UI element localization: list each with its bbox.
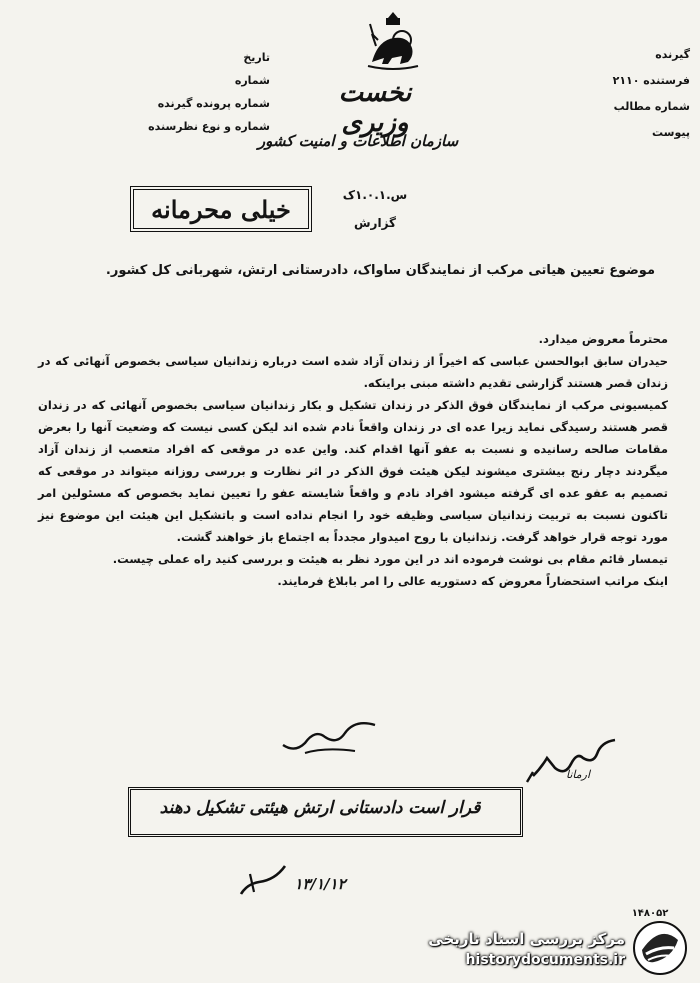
watermark-url: historydocuments.ir bbox=[465, 952, 625, 968]
body-paragraph: تیمسار قائم مقام بی نوشت فرموده اند در این مورد نظر به هیئت و بررسی کنید راه عملی چیست. bbox=[112, 552, 668, 566]
header-left-fields bbox=[140, 48, 270, 140]
department-name: سازمان اطلاعات و امنیت کشور bbox=[257, 132, 459, 150]
date-field-label: تاریخ bbox=[243, 51, 270, 64]
attachment-field-label: پیوست bbox=[652, 126, 690, 139]
watermark-name: مرکز بررسی اسناد تاریخی bbox=[428, 930, 625, 948]
number-field-label: شماره bbox=[234, 74, 270, 87]
body-paragraph: حیدران سابق ابوالحسن عباسی که اخیراً از زندان آزاد شده است درباره زندانیان سیاسی بخصوص آنهائی که در زندان قصر هستند گزارشی تقدیم داشته مبنی براینکه. bbox=[38, 354, 668, 390]
header-right-fields bbox=[575, 48, 690, 152]
sender-field-label: فرستنده ۲۱۱۰ bbox=[612, 74, 690, 87]
body-paragraph: کمیسیونی مرکب از نمایندگان فوق الذکر در زندان تشکیل و بکار زندانیان سیاسی بخصوص آنهائی که در زندان قصر هستند رسیدگی نماید زیرا عده ای در زندان واقعاً نادم شده اند لیکن کسی نیست که وضعیت آنها را بعرض مقامات صالحه رسانیده و نسبت به عفو آنها اقدام کند. واین عده در موقعی که افراد متعصب از زندان آزاد میگردند دچار رنج بیشتری میشوند لیکن هیئت فوق الذکر در اثر نظارت و بررسی روزانه میتواند در موقعی که تصمیم به عفو عده ای گرفته میشود افراد نادم و واقعاً شایسته عفو را تعیین نماید بخصوص که مسئولین امر تاکنون نسبت به تربیت زندانیان سیاسی وظیفه خود را انجام نداده است و باتشکیل این هیئت این موضوع نیز مورد توجه قرار خواهد گرفت. زندانیان با روح امیدوار مجدداً به اجتماع باز خواهند گشت. bbox=[38, 398, 668, 544]
subject-line: موضوع تعیین هیاتی مرکب از نمایندگان ساواک، دادرستانی ارتش، شهربانی کل کشور. bbox=[105, 263, 655, 278]
watermark-logo-icon bbox=[632, 920, 688, 976]
page-code: ۱۴۸۰۵۲ bbox=[631, 908, 669, 919]
closing-paragraph: اینک مراتب استحضاراً معروض که دستوریه عالی را امر بابلاغ فرمایند. bbox=[277, 574, 668, 588]
subject-number-label: شماره مطالب bbox=[613, 100, 690, 113]
recipient-field-label: گیرنده bbox=[655, 48, 690, 61]
handwritten-note: قرار است دادستانی ارتش هیئتی تشکیل دهند bbox=[159, 798, 481, 818]
organization-name: نخست وزیری bbox=[338, 78, 412, 138]
lion-sun-emblem-icon bbox=[362, 10, 424, 72]
salutation: محترماً معروض میدارد. bbox=[538, 332, 668, 346]
letter-body bbox=[38, 328, 668, 592]
document-reference: س.۱.۰.۱ک bbox=[342, 188, 408, 202]
classification-stamp: خیلی محرمانه bbox=[130, 186, 312, 232]
recipient-file-number-label: شماره پرونده گیرنده bbox=[157, 97, 270, 110]
report-label: گزارش bbox=[353, 216, 397, 230]
handwritten-scrawl bbox=[230, 860, 290, 900]
handwritten-date: ۱۳/۱/۱۲ bbox=[294, 875, 346, 893]
handwritten-signature bbox=[275, 715, 385, 760]
sender-number-label: شماره و نوع نظرسنده bbox=[148, 120, 270, 133]
signature-label: ارمانا bbox=[565, 768, 591, 781]
